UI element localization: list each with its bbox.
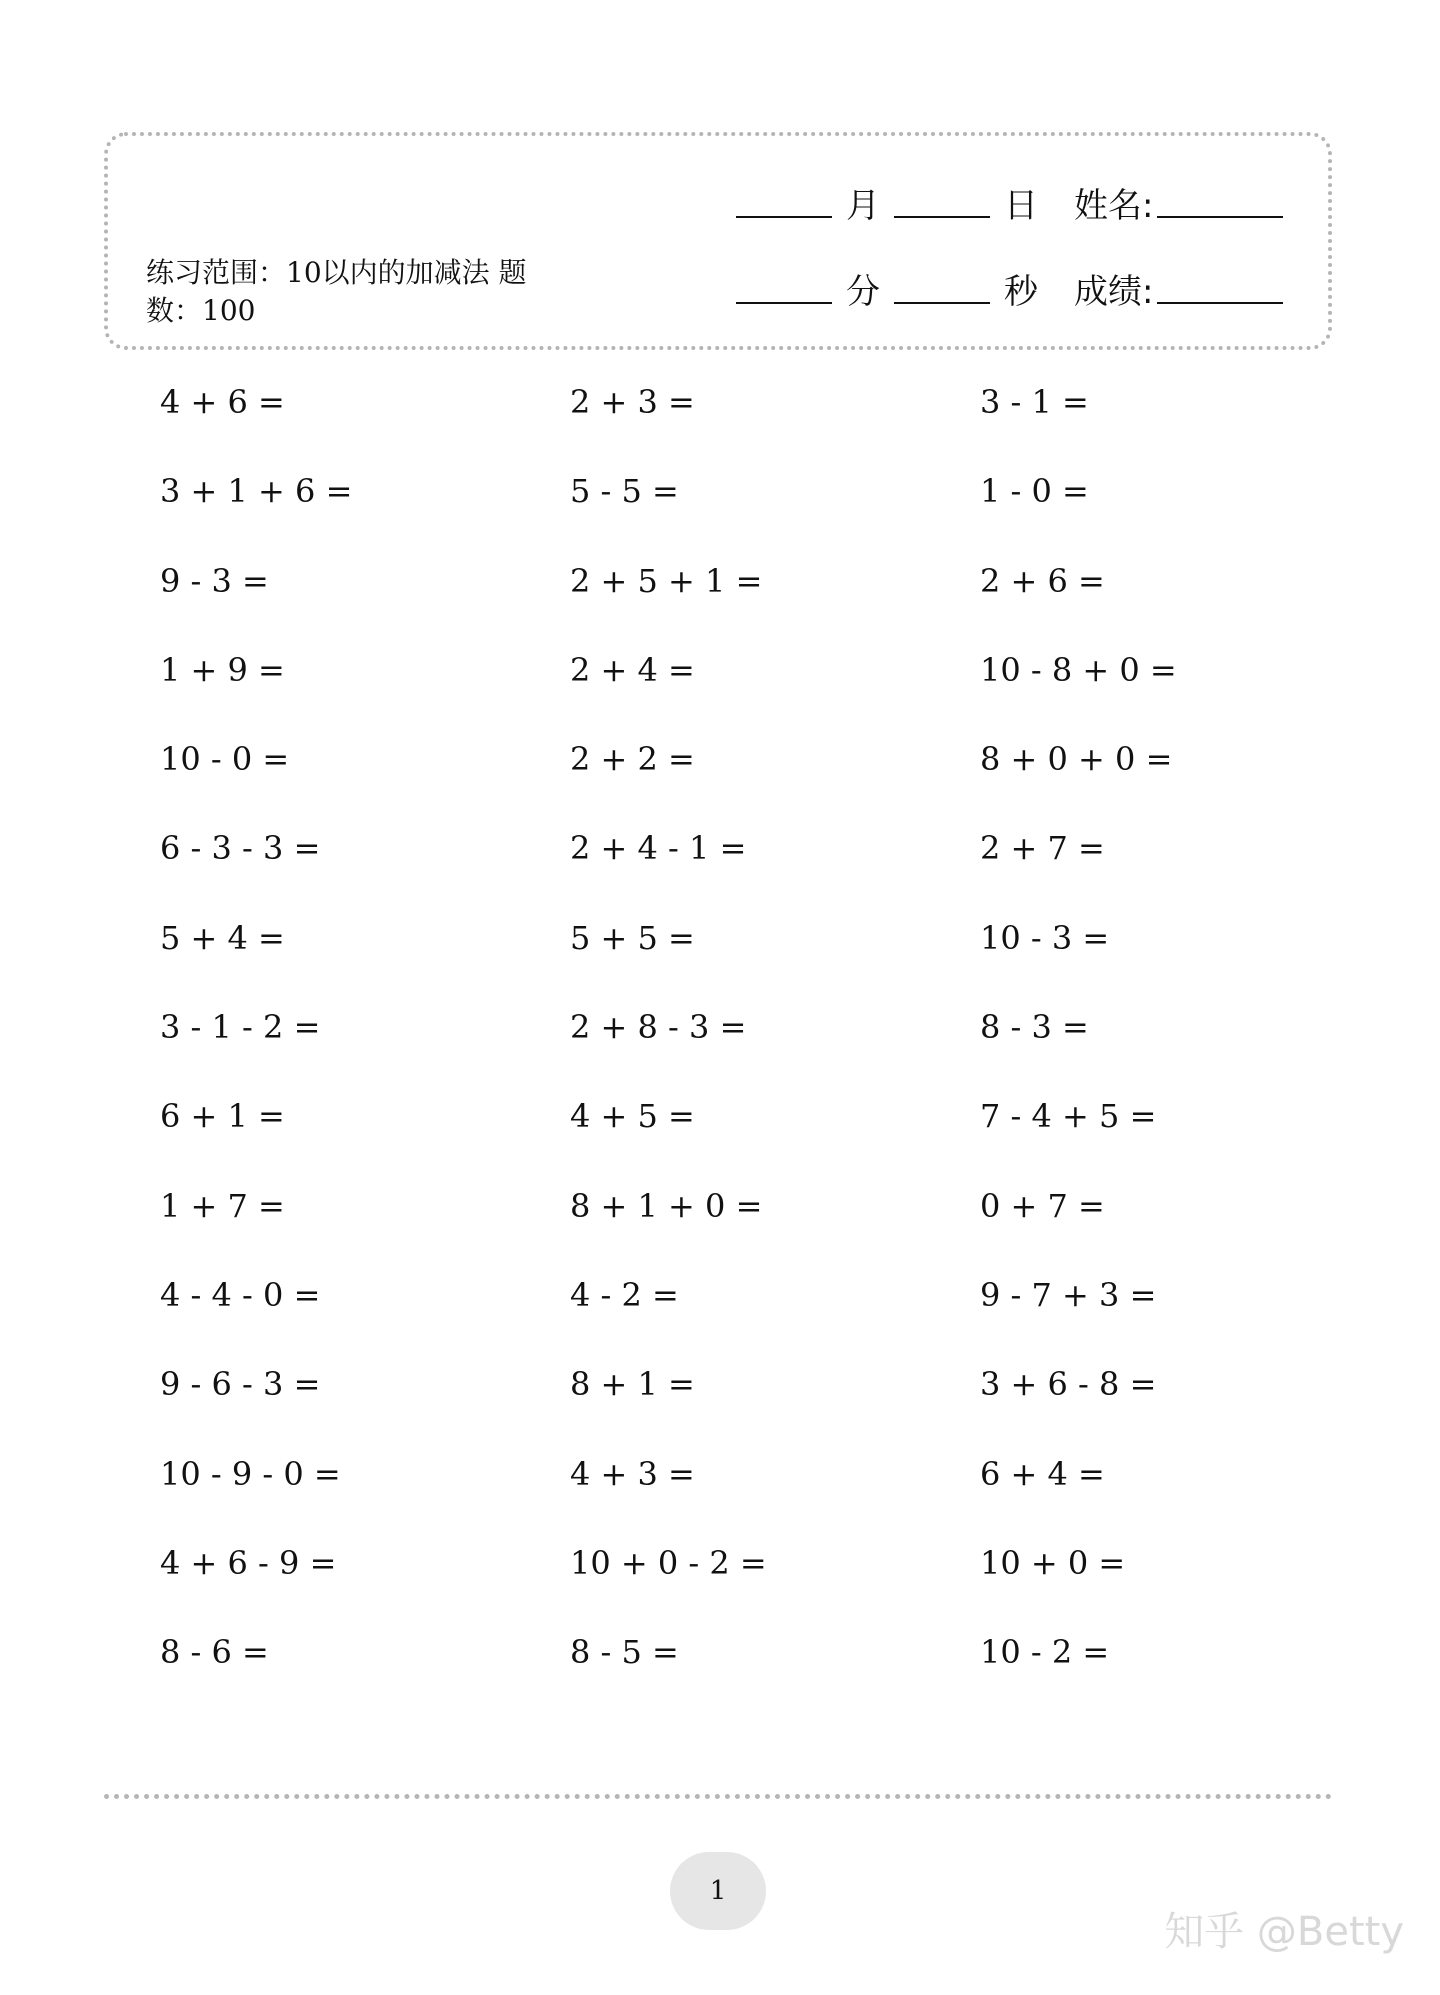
name-label: 姓名: — [1074, 186, 1154, 226]
minute-label: 分 — [846, 272, 880, 312]
score-label: 成绩: — [1074, 272, 1154, 312]
problem-item: 6 + 1 = — [160, 1097, 285, 1136]
problem-item: 4 + 3 = — [570, 1454, 695, 1493]
problem-item: 8 - 5 = — [570, 1633, 679, 1672]
problem-item: 6 - 3 - 3 = — [160, 829, 321, 868]
problem-item: 2 + 4 - 1 = — [570, 829, 747, 868]
problem-item: 10 + 0 = — [980, 1543, 1126, 1582]
problem-item: 8 - 6 = — [160, 1633, 269, 1672]
problem-item: 10 + 0 - 2 = — [570, 1543, 767, 1582]
watermark: 知乎 @Betty — [1164, 1909, 1404, 1955]
problem-item: 9 - 3 = — [160, 561, 269, 600]
problem-item: 9 - 7 + 3 = — [980, 1275, 1157, 1314]
problem-item: 4 - 4 - 0 = — [160, 1275, 321, 1314]
problem-item: 2 + 3 = — [570, 383, 695, 421]
problem-item: 2 + 2 = — [570, 740, 695, 779]
problem-item: 1 + 7 = — [160, 1186, 285, 1225]
time-row — [736, 264, 1297, 313]
problem-item: 5 + 4 = — [160, 918, 285, 957]
problem-item: 1 + 9 = — [160, 650, 285, 689]
problem-item: 3 - 1 = — [980, 383, 1089, 421]
problem-item: 5 - 5 = — [570, 472, 679, 511]
problem-item: 10 - 3 = — [980, 918, 1110, 957]
problem-item: 2 + 4 = — [570, 650, 695, 689]
problem-item: 10 - 8 + 0 = — [980, 650, 1177, 689]
name-blank[interactable] — [1157, 188, 1283, 218]
practice-range: 练习范围：10以内的加减法 题数：100 — [146, 256, 527, 327]
problem-item: 10 - 2 = — [980, 1633, 1110, 1672]
problem-item: 4 + 6 - 9 = — [160, 1543, 337, 1582]
problem-item: 5 + 5 = — [570, 918, 695, 957]
day-blank[interactable] — [894, 188, 990, 218]
problem-item: 8 - 3 = — [980, 1008, 1089, 1047]
problem-item: 4 - 2 = — [570, 1275, 679, 1314]
problem-item: 2 + 7 = — [980, 829, 1105, 868]
problem-item: 4 + 6 = — [160, 383, 285, 421]
problem-item: 8 + 0 + 0 = — [980, 740, 1173, 779]
problem-item: 9 - 6 - 3 = — [160, 1365, 321, 1404]
minute-blank[interactable] — [736, 274, 832, 304]
month-label: 月 — [846, 186, 880, 226]
problem-item: 3 - 1 - 2 = — [160, 1008, 321, 1047]
second-blank[interactable] — [894, 274, 990, 304]
problem-item: 6 + 4 = — [980, 1454, 1105, 1493]
footer-divider — [104, 1794, 1332, 1799]
problem-item: 3 + 6 - 8 = — [980, 1365, 1157, 1404]
problem-item: 8 + 1 + 0 = — [570, 1186, 763, 1225]
problem-item: 2 + 5 + 1 = — [570, 561, 763, 600]
problem-item: 0 + 7 = — [980, 1186, 1105, 1225]
page-number: 1 — [670, 1852, 766, 1930]
problem-item: 4 + 5 = — [570, 1097, 695, 1136]
problem-item: 2 + 8 - 3 = — [570, 1008, 747, 1047]
month-blank[interactable] — [736, 188, 832, 218]
problem-item: 10 - 0 = — [160, 740, 290, 779]
problem-grid — [160, 372, 1360, 1711]
problem-item: 2 + 6 = — [980, 561, 1105, 600]
date-row — [736, 178, 1297, 227]
header-box — [104, 132, 1332, 350]
problem-item: 8 + 1 = — [570, 1365, 695, 1404]
day-label: 日 — [1004, 186, 1038, 226]
problem-item: 3 + 1 + 6 = — [160, 472, 353, 511]
problem-item: 1 - 0 = — [980, 472, 1089, 511]
score-blank[interactable] — [1157, 274, 1283, 304]
problem-item: 7 - 4 + 5 = — [980, 1097, 1157, 1136]
second-label: 秒 — [1004, 272, 1038, 312]
problem-item: 10 - 9 - 0 = — [160, 1454, 341, 1493]
